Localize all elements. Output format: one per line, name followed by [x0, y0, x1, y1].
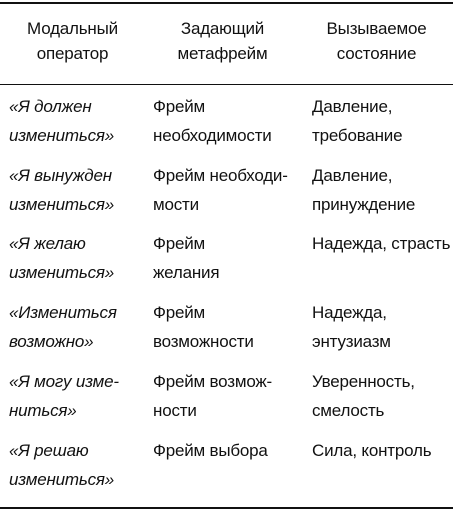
- cell-text: ниться»: [9, 401, 77, 420]
- table-top-rule: [0, 2, 453, 4]
- frame-cell: [153, 436, 268, 465]
- header-text: Вызываемое: [326, 19, 427, 38]
- frame-cell: [153, 229, 219, 287]
- cell-text: необходимости: [153, 126, 272, 145]
- operator-cell: [9, 92, 114, 150]
- state-cell: [312, 161, 415, 219]
- header-text: Модальный: [27, 19, 118, 38]
- cell-text: измениться»: [9, 126, 115, 145]
- header-rule: [0, 84, 453, 85]
- cell-text: измениться»: [9, 263, 115, 282]
- cell-text: мости: [153, 195, 199, 214]
- cell-text: Давление,: [312, 166, 393, 185]
- cell-text: Фрейм возмож-: [153, 372, 273, 391]
- operator-cell: [9, 436, 114, 494]
- cell-text: «Я вынужден: [9, 166, 112, 185]
- table-row: [0, 229, 453, 297]
- cell-text: «Я должен: [9, 97, 92, 116]
- table-row: [0, 161, 453, 229]
- cell-text: желания: [153, 263, 220, 282]
- cell-text: Уверенность,: [312, 372, 415, 391]
- frame-cell: [153, 92, 272, 150]
- frame-cell: [153, 367, 272, 425]
- cell-text: Фрейм: [153, 97, 206, 116]
- cell-text: возможности: [153, 332, 254, 351]
- cell-text: Надежда, страсть: [312, 234, 451, 253]
- table-row: [0, 298, 453, 366]
- table-bottom-rule: [0, 507, 453, 509]
- header-modal-operator: [0, 16, 145, 66]
- operator-cell: [9, 298, 117, 356]
- cell-text: Фрейм необходи-: [153, 166, 288, 185]
- table-row: [0, 367, 453, 435]
- table-row: [0, 92, 453, 160]
- header-text: Задающий: [180, 19, 265, 38]
- cell-text: Надежда,: [312, 303, 387, 322]
- operator-cell: [9, 161, 114, 219]
- cell-text: «Я желаю: [9, 234, 86, 253]
- cell-text: Сила, контроль: [312, 441, 432, 460]
- header-evoked-state: [300, 16, 453, 66]
- header-text: метафрейм: [177, 44, 268, 63]
- cell-text: Давление,: [312, 97, 393, 116]
- cell-text: измениться»: [9, 470, 115, 489]
- frame-cell: [153, 298, 254, 356]
- cell-text: «Я решаю: [9, 441, 89, 460]
- cell-text: измениться»: [9, 195, 115, 214]
- cell-text: Фрейм: [153, 234, 206, 253]
- cell-text: требование: [312, 126, 403, 145]
- cell-text: энтузиазм: [312, 332, 391, 351]
- cell-text: ности: [153, 401, 197, 420]
- state-cell: [312, 92, 402, 150]
- state-cell: [312, 229, 450, 258]
- state-cell: [312, 298, 391, 356]
- cell-text: Фрейм: [153, 303, 206, 322]
- cell-text: смелость: [312, 401, 385, 420]
- cell-text: «Измениться: [9, 303, 117, 322]
- cell-text: принуждение: [312, 195, 416, 214]
- header-setting-metaframe: [150, 16, 295, 66]
- operator-cell: [9, 367, 119, 425]
- frame-cell: [153, 161, 288, 219]
- cell-text: Фрейм выбора: [153, 441, 268, 460]
- state-cell: [312, 367, 415, 425]
- cell-text: возможно»: [9, 332, 94, 351]
- operator-cell: [9, 229, 114, 287]
- header-text: оператор: [36, 44, 109, 63]
- state-cell: [312, 436, 431, 465]
- table-row: [0, 436, 453, 504]
- cell-text: «Я могу изме-: [9, 372, 119, 391]
- header-text: состояние: [336, 44, 417, 63]
